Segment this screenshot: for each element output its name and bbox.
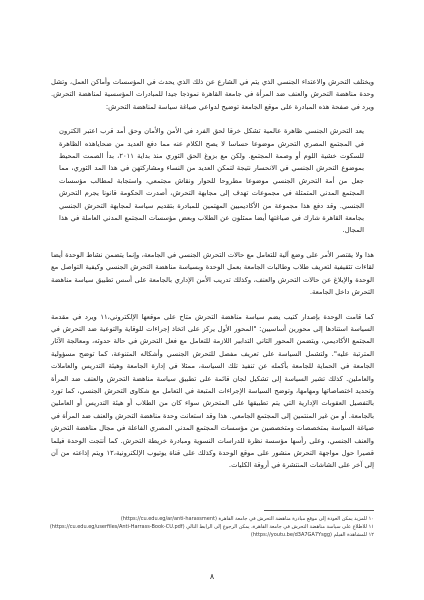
policy-quote: يعد التحرش الجنسي ظاهرة عالمية تشكل خرقا لحق الفرد في الأمن والأمان وحق أمد قرب اعتبر الكترون في المجتمع المصري التحرش موضوعا حساسا لا يصح الكلام عنه مما دفع العديد من ضحاياهذه الظاهرة للسكوت خشية اللوم أو وصمة المجتمع. ولكن مع بزوغ الحق الثوري منذ بداية ٢٠١١، بدأ الصمت المحيط بموضوع التحرش الجنسي في الانحسار نتيجة لتمكن العديد من النساء ومشاركتهن في هذا المد الثوري، مما جعل من أمة التحرش الجنسي موضوعا مطروحا للحوار ونقاش مجتمعي، واستجابة لمطالب مؤسسات المجتمع المدني المتمثلة في مجموعات تهدف إلى مجابهة التحرش، أصدرت الحكومة قانونا يجرم التحرش الجنسي. وقد دفع هذا مجموعة من الأكاديميين المهتمين للمبادرة بتقديم سياسة لمجابهة التحرش الجنسي بجامعة القاهرة شارك في صياغتها أيضا ممثلون عن الطلاب وبعض مؤسسات المجتمع المدني العاملة في هذا المجال. <box>59 127 364 235</box>
footnote-10: ١٠ للمزيد يمكن العودة إلى موقع مبادرة مناهضة التحرش في جامعة القاهرة (https://cu.edu.eg/ar/anti-harassment) <box>120 516 374 522</box>
footnote-12: ١٢ للمشاهدة الفيلم (https://youtu.be/d3A7GA7Ysgg) <box>250 532 374 538</box>
document-body <box>51 76 374 472</box>
policy-booklet-paragraph: كما قامت الوحدة بإصدار كتيب يضم سياسة مناهضة التحرش متاح على موقعها الإلكتروني،١١ ويرد في مقدمة السياسة استنادها إلى محورين أساسيين: "المحور الأول يركز على اتخاذ إجراءات للوقاية والتوعية ضد التحرش في المجتمع الأكاديمي، ويتضمن المحور الثاني التدابير اللازمة للتعامل مع فعل التحرش في حالة حدوثه، ومعالجة الآثار المترتبة عليه". ولتشمل السياسة على تعريف مفصل للتحرش الجنسي وأشكاله المتنوعة، كما توضح مسؤولية الجامعة في الحماية للجامعة بأكمله عن تنفيذ تلك السياسة، ممثلا في إدارة الجامعة وهيئة التدريس والعاملات والعاملين. كذلك تشير السياسة إلى تشكيل لجان قائمة على تطبيق سياسة مناهضة التحرش والعنف ضد المرأة وتحديد اختصاصاتها ومهامها، وتوضح السياسة الإجراءات المتبعة في التعامل مع شكاوى التحرش الجنسي، كما تورد بالتفصيل العقوبات الإدارية التي يتم تطبيقها على المتحرش سواء كان من الطلاب أو هيئة التدريس أو العاملين بالجامعة. أو من غير المنتمين إلى المجتمع الجامعي. هذا وقد استعانت وحدة مناهضة التحرش والعنف ضد المرأة في صياغة السياسة بمتخصصات ومتخصصين من مؤسسات المجتمع المدني المصري الفاعلة في مجال مناهضة التحرش والعنف الجنسي، وعلى رأسها مؤسسة نظرة للدراسات النسوية ومبادرة خريطة التحرش. كما أنتجت الوحدة فيلما قصيرا حول مواجهة التحرش منشور على موقع الوحدة وكذلك على قناة يوتيوب الإلكترونية،١٢ ويتم إذاعته من آن إلى آخر على الشاشات المنتشرة في أروقة الكليات. <box>51 312 375 470</box>
page-number: ٨ <box>209 572 215 581</box>
footnote-11: ١١ للاطلاع على سياسة مناهضة التحرش في جامعة القاهرة، يمكن الرجوع إلى الرابط التالي (https://cu.edu.eg/userfiles/Anti-Harrass-Book-CU.pdf) <box>49 524 374 530</box>
unit-activities-paragraph: هذا ولا يقتصر الأمر على وضع آلية للتعامل مع حالات التحرش الجنسي في الجامعة، وإنما يتضمن نشاط الوحدة أيضا لقاءات تثقيفية لتعريف طلاب وطالبات الجامعة بعمل الوحدة وبسياسة مناهضة التحرش الجنسي وكيفية التواصل مع الوحدة والإبلاغ عن حالات التحرش والعنف، وكذلك تدريب الأمن الإداري بالجامعة على أسس تطبيق سياسة مناهضة التحرش داخل الجامعة. <box>51 250 374 297</box>
intro-paragraph: ويختلف التحرش والاعتداء الجنسي الذي يتم في الشارع عن ذلك الذي يحدث في المؤسسات وأماكن العمل، وتشل وحدة مناهضة التحرش والعنف ضد المرأة في جامعة القاهرة نموذجا جيدا للمبادرات المؤسسية لمناهضة التحرش. ويرد في صفحة هذه المبادرة على موقع الجامعة توضيح لدواعي صياغة سياسة لمناهضة التحرش: <box>51 78 374 111</box>
footnotes <box>51 515 374 539</box>
footnote-divider <box>264 510 374 511</box>
